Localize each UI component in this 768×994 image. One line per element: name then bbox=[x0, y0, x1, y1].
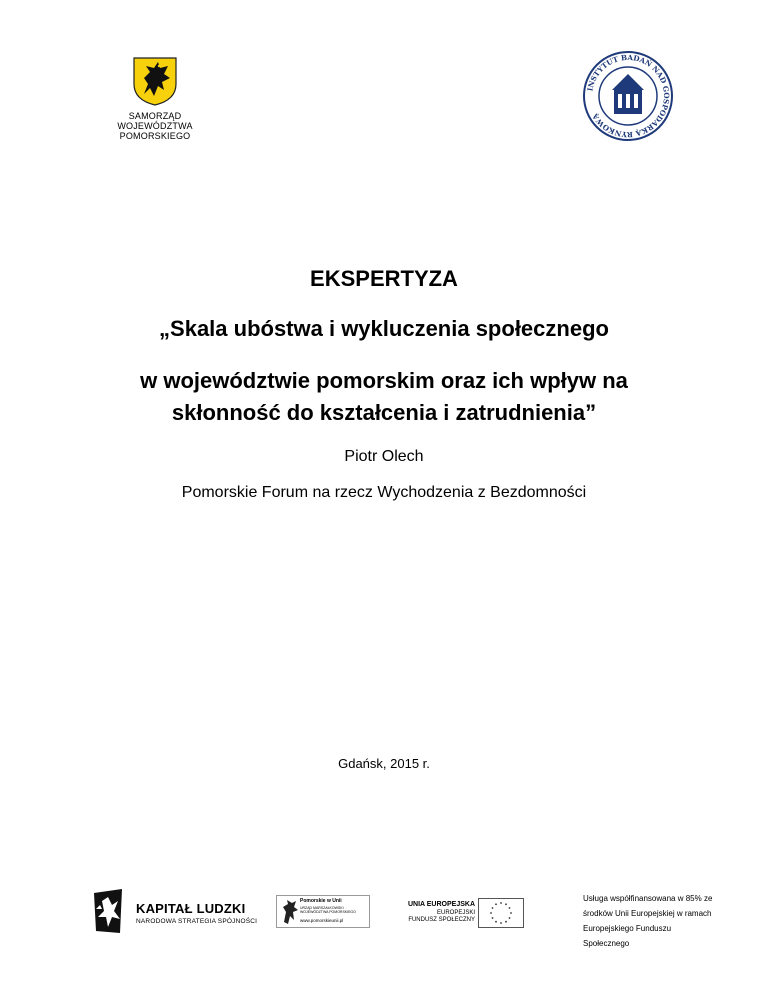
cofinancing-line-1: Usługa współfinansowana w 85% ze bbox=[583, 894, 713, 903]
griffin-coat-of-arms-icon bbox=[132, 56, 178, 106]
eu-subtitle-1: EUROPEJSKI bbox=[436, 910, 475, 916]
institute-seal-icon bbox=[582, 50, 674, 142]
title-line-3: skłonność do kształcenia i zatrudnienia” bbox=[171, 400, 597, 425]
samorzad-line1: SAMORZĄD bbox=[128, 111, 182, 121]
eu-flag bbox=[478, 898, 524, 928]
eu-subtitle-2: FUNDUSZ SPOŁECZNY bbox=[408, 917, 475, 923]
author: Piotr Olech bbox=[344, 448, 424, 465]
organization: Pomorskie Forum na rzecz Wychodzenia z Bezdomności bbox=[181, 484, 587, 501]
institute-seal bbox=[582, 50, 674, 142]
cofinancing-line-3: Europejskiego Funduszu bbox=[583, 924, 672, 933]
cofinancing-line-4: Społecznego bbox=[583, 939, 630, 948]
document-type: EKSPERTYZA bbox=[310, 266, 458, 291]
kapital-ludzki-icon bbox=[92, 887, 132, 935]
pomorskie-title: Pomorskie w Unii bbox=[300, 898, 342, 904]
kapital-ludzki-subtitle: NARODOWA STRATEGIA SPÓJNOŚCI bbox=[136, 918, 258, 925]
pomorskie-url: www.pomorskieunii.pl bbox=[300, 918, 344, 923]
samorzad-line2: WOJEWÓDZTWA POMORSKIEGO bbox=[117, 121, 193, 141]
cofinancing-line-2: środków Unii Europejskiej w ramach bbox=[583, 909, 712, 918]
kapital-ludzki-name: KAPITAŁ LUDZKI bbox=[136, 901, 246, 916]
seal-ring-text: INSTYTUT BADAŃ NAD GOSPODARKĄ RYNKOWĄ bbox=[585, 52, 672, 140]
pomorskie-griffin-icon bbox=[280, 898, 300, 926]
eu-flag-icon bbox=[479, 899, 523, 927]
place-date: Gdańsk, 2015 r. bbox=[338, 756, 430, 771]
title-line-1: „Skala ubóstwa i wykluczenia społecznego bbox=[159, 316, 609, 341]
cofinancing-note bbox=[583, 891, 753, 951]
title-line-2: w województwie pomorskim oraz ich wpływ na bbox=[140, 368, 628, 393]
samorzad-logo bbox=[84, 56, 226, 141]
eu-name: UNIA EUROPEJSKA bbox=[407, 901, 475, 908]
pomorskie-subtitle: URZĄD MARSZAŁKOWSKI WOJEWÓDZTWA POMORSKIEGO bbox=[300, 906, 356, 914]
